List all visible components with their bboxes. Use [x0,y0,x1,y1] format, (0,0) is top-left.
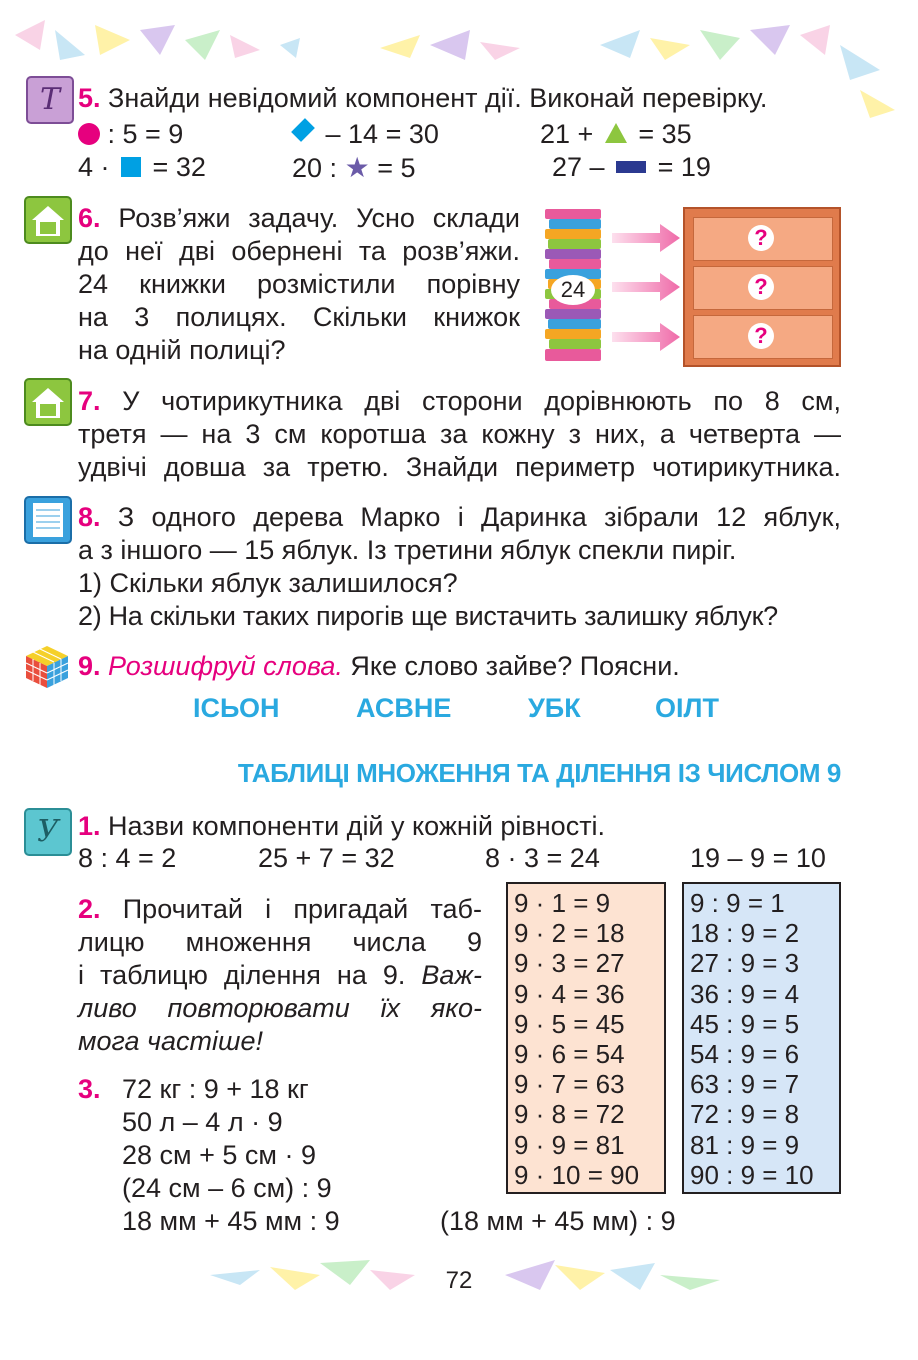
notebook-icon [26,498,70,542]
s2 [78,893,482,1058]
table-row: 9 · 9 = 81 [514,1129,625,1160]
s3 [122,1073,340,1238]
table-row: 9 · 6 = 54 [514,1039,625,1070]
division-table [682,882,841,1194]
stack-count: 24 [560,277,586,302]
square-icon [121,157,141,177]
home-badge-7 [24,378,72,426]
table-row: 9 · 8 = 72 [514,1099,625,1130]
s2-line: і таблицю ділення на 9. Важ- [78,960,482,990]
circle-icon [78,123,100,145]
arrows-to-shelves [612,220,682,355]
cipher-word-2: АСВНЕ [356,693,452,723]
table-row: 90 : 9 = 10 [690,1159,814,1190]
task-7-line: 7. У чотирикутника дві сторони дорівнюють по 8 см, [78,386,841,416]
cipher-word-4: ОІЛТ [655,693,719,723]
rectangle-icon [616,161,646,173]
s1: 1. Назви компоненти дій у кожній рівності. [78,811,606,841]
s2-line: ливо повторювати їх яко- [78,993,482,1023]
section-title: ТАБЛИЦІ МНОЖЕННЯ ТА ДІЛЕННЯ ІЗ ЧИСЛОМ 9 [237,758,841,788]
s3-line: 18 мм + 45 мм : 9 [122,1206,340,1236]
s2-line: 2. Прочитай і пригадай таб- [78,894,482,924]
house-icon [26,198,70,242]
task-7-line: третя — на 3 см коротша за кожну з них, а четверта — [78,419,841,449]
task-8-line: 8. З одного дерева Марко і Даринка зібрали 12 яблук, [78,502,841,532]
task-8-line: 2) На скільки таких пирогів ще вистачить залишку яблук? [78,601,778,631]
task-8-line: а з іншого — 15 яблук. Із третини яблук спекли пиріг. [78,535,737,565]
rubik-cube-icon [24,644,70,690]
table-row: 27 : 9 = 3 [690,948,800,979]
tablet-letter: Т [39,82,60,117]
table-row: 81 : 9 = 9 [690,1129,800,1160]
lesson-letter: У [37,814,59,849]
eq-diamond: – 14 = 30 [292,118,439,151]
s1-eq-3: 8 · 3 = 24 [485,843,600,873]
table-row: 36 : 9 = 4 [690,978,800,1009]
table-row: 9 · 4 = 36 [514,978,625,1009]
eq-rect: 27 – = 19 [552,152,711,182]
table-row: 54 : 9 = 6 [690,1039,800,1070]
s3-line: 72 кг : 9 + 18 кг [122,1074,309,1104]
multiplication-table [506,882,666,1194]
stack-count-badge [551,275,595,305]
shelf-question-3: ? [748,323,774,349]
task-6-line: до неї дві обернені та розв’яжи. [78,236,520,266]
s2-line: мога частіше! [78,1026,263,1056]
table-row: 72 : 9 = 8 [690,1099,800,1130]
table-row: 9 · 5 = 45 [514,1008,625,1039]
table-row: 9 · 2 = 18 [514,918,625,949]
task-6-line: 6. Розв’яжи задачу. Усно склади [78,203,520,233]
task-6-line: 24 книжки розмістили порівну [78,269,520,299]
s1-eq-1: 8 : 4 = 2 [78,843,177,873]
table-row: 9 · 10 = 90 [514,1159,640,1190]
eq-triangle: 21 + = 35 [540,119,692,149]
table-row: 9 · 3 = 27 [514,948,625,979]
task-8 [78,501,841,633]
tablet-badge [26,76,74,124]
task-9-italic: Розшифруй слова. [108,651,343,681]
eq-star: 20 : ★ = 5 [292,152,416,183]
table-row: 45 : 9 = 5 [690,1008,800,1039]
s3-line: 28 см + 5 см · 9 [122,1140,316,1170]
task-5-number: 5. [78,83,101,113]
house-icon [26,380,70,424]
table-row: 9 · 7 = 63 [514,1069,625,1100]
task-8-line: 1) Скільки яблук залишилося? [78,568,458,598]
table-row: 9 · 1 = 9 [514,888,611,918]
table-row: 63 : 9 = 7 [690,1069,800,1100]
star-icon: ★ [344,152,370,183]
home-badge-6 [24,196,72,244]
book-stack [543,205,603,367]
cipher-word-1: ІСЬОН [193,693,280,723]
bookshelf [683,207,841,367]
s1-eq-2: 25 + 7 = 32 [258,843,395,873]
shelf-question-1: ? [748,225,774,251]
cipher-word-3: УБК [528,693,581,723]
eq-square: 4 · = 32 [78,152,206,182]
shelf-question-2: ? [748,274,774,300]
notebook-badge [24,496,72,544]
task-6-line: на одній полиці? [78,335,286,365]
task-6-line: на 3 полицях. Скільки книжок [78,302,520,332]
page-number: 72 [445,1267,473,1294]
s2-line: лицю множення числа 9 [78,927,482,957]
task-5 [78,82,767,115]
eq-circle: : 5 = 9 [78,118,183,151]
task-9: 9. Розшифруй слова. Яке слово зайве? Поясни. [78,651,680,681]
task-7 [78,385,841,484]
table-row: 18 : 9 = 2 [690,918,800,949]
task-7-line: удвічі довша за третю. Знайди периметр чотирикутника. [78,452,841,482]
triangle-icon [605,123,627,143]
task-6 [78,202,520,367]
table-row: 9 : 9 = 1 [690,888,785,918]
lesson-badge [24,808,72,856]
s3-line: (24 см – 6 см) : 9 [122,1173,332,1203]
s3-line: 50 л – 4 л · 9 [122,1107,283,1137]
s1-text: Назви компоненти дій у кожній рівності. [108,811,606,841]
task-9-text: Яке слово зайве? Поясни. [350,651,680,681]
s3-extra: (18 мм + 45 мм) : 9 [440,1206,676,1236]
s1-eq-4: 19 – 9 = 10 [690,843,826,873]
diamond-icon [291,118,315,142]
task-5-text: Знайди невідомий компонент дії. Виконай перевірку. [108,83,768,113]
s3-number: 3. [78,1074,101,1104]
